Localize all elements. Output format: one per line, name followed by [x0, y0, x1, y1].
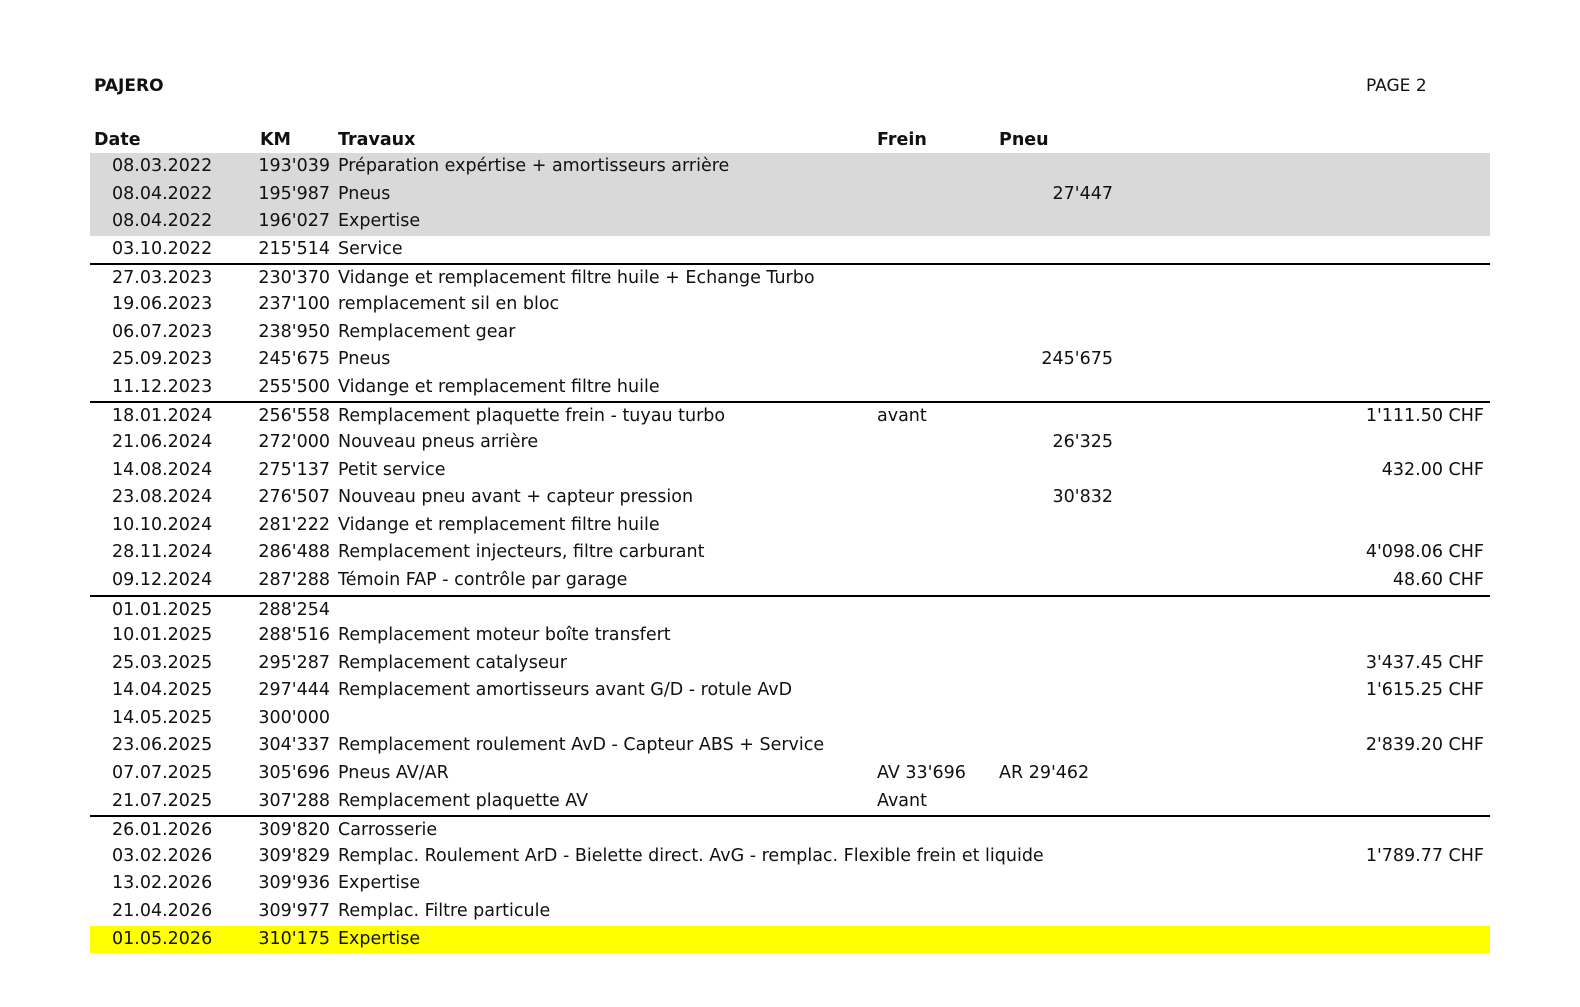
cell-km: 309'977	[258, 901, 330, 922]
cell-date: 21.07.2025	[112, 790, 213, 811]
cell-travaux: Expertise	[338, 211, 421, 232]
cell-travaux: Préparation expértise + amortisseurs arrière	[338, 156, 730, 176]
table-body	[90, 153, 1490, 953]
cell-date: 13.02.2026	[112, 873, 213, 894]
cell-travaux: Remplacement plaquette AV	[338, 790, 589, 811]
column-header-travaux: Travaux	[338, 130, 416, 150]
table-row	[90, 181, 1490, 209]
cell-cost: 1'111.50 CHF	[1365, 406, 1484, 427]
cell-date: 08.04.2022	[112, 211, 213, 232]
cell-km: 286'488	[258, 542, 330, 563]
table-row	[90, 898, 1490, 926]
cell-pneu: AR 29'462	[999, 763, 1090, 784]
cell-travaux: Remplacement injecteurs, filtre carburant	[338, 542, 705, 563]
column-header-km: KM	[260, 130, 291, 150]
cell-travaux: Remplacement amortisseurs avant G/D - rotule AvD	[338, 680, 793, 701]
cell-date: 26.01.2026	[112, 820, 213, 841]
table-row	[90, 760, 1490, 788]
table-row	[90, 622, 1490, 650]
table-row	[90, 319, 1490, 347]
cell-pneu: 30'832	[1052, 487, 1113, 508]
cell-km: 309'820	[258, 820, 330, 841]
cell-km: 309'829	[258, 845, 330, 866]
cell-km: 281'222	[258, 514, 330, 535]
table-row	[90, 926, 1490, 954]
cell-km: 275'137	[258, 459, 330, 480]
cell-date: 11.12.2023	[112, 376, 213, 397]
cell-cost: 3'437.45 CHF	[1365, 652, 1484, 673]
cell-cost: 1'789.77 CHF	[1365, 845, 1484, 866]
cell-travaux: Vidange et remplacement filtre huile	[338, 376, 660, 397]
cell-cost: 1'615.25 CHF	[1365, 680, 1484, 701]
cell-km: 245'675	[258, 349, 330, 370]
cell-pneu: 26'325	[1052, 431, 1113, 452]
cell-km: 300'000	[258, 707, 330, 728]
cell-date: 03.02.2026	[112, 845, 213, 866]
cell-date: 09.12.2024	[112, 569, 213, 590]
cell-date: 01.05.2026	[112, 928, 213, 949]
cell-km: 230'370	[258, 268, 330, 289]
cell-km: 307'288	[258, 790, 330, 811]
table-row	[90, 512, 1490, 540]
cell-cost: 432.00 CHF	[1381, 459, 1484, 480]
table-row	[90, 374, 1490, 402]
table-row	[90, 484, 1490, 512]
cell-km: 256'558	[258, 406, 330, 427]
cell-date: 23.08.2024	[112, 487, 213, 508]
cell-date: 14.04.2025	[112, 680, 213, 701]
page-number: PAGE 2	[1366, 76, 1427, 96]
cell-frein: AV 33'696	[877, 763, 966, 784]
table-row	[90, 650, 1490, 678]
cell-km: 193'039	[258, 156, 330, 176]
cell-km: 305'696	[258, 763, 330, 784]
cell-date: 25.09.2023	[112, 349, 213, 370]
table-row	[90, 401, 1490, 429]
table-row	[90, 788, 1490, 816]
cell-travaux: Remplacement moteur boîte transfert	[338, 625, 671, 646]
cell-km: 304'337	[258, 735, 330, 756]
cell-date: 21.06.2024	[112, 431, 213, 452]
cell-travaux: Remplacement catalyseur	[338, 652, 567, 673]
cell-km: 237'100	[258, 293, 330, 314]
cell-date: 27.03.2023	[112, 268, 213, 289]
cell-date: 07.07.2025	[112, 763, 213, 784]
table-row	[90, 705, 1490, 733]
cell-travaux: Carrosserie	[338, 820, 438, 841]
cell-frein: Avant	[877, 790, 927, 811]
column-header-frein: Frein	[877, 130, 927, 150]
cell-date: 25.03.2025	[112, 652, 213, 673]
cell-pneu: 245'675	[1041, 349, 1113, 370]
cell-km: 288'254	[258, 599, 330, 620]
cell-date: 18.01.2024	[112, 406, 213, 427]
cell-travaux: Nouveau pneu avant + capteur pression	[338, 487, 694, 508]
cell-km: 297'444	[258, 680, 330, 701]
cell-travaux: Remplacement plaquette frein - tuyau turbo	[338, 406, 726, 427]
cell-date: 01.01.2025	[112, 599, 213, 620]
cell-travaux: Expertise	[338, 873, 421, 894]
cell-date: 28.11.2024	[112, 542, 213, 563]
cell-date: 21.04.2026	[112, 901, 213, 922]
table-row	[90, 291, 1490, 319]
cell-date: 10.01.2025	[112, 625, 213, 646]
cell-km: 310'175	[258, 928, 330, 949]
cell-km: 196'027	[258, 211, 330, 232]
cell-date: 14.05.2025	[112, 707, 213, 728]
cell-date: 14.08.2024	[112, 459, 213, 480]
table-row	[90, 732, 1490, 760]
maintenance-table	[90, 127, 1490, 953]
cell-date: 19.06.2023	[112, 293, 213, 314]
cell-cost: 4'098.06 CHF	[1365, 542, 1484, 563]
cell-km: 215'514	[258, 238, 330, 259]
cell-date: 06.07.2023	[112, 321, 213, 342]
table-row	[90, 870, 1490, 898]
document-title: PAJERO	[94, 76, 164, 96]
cell-travaux: Pneus	[338, 183, 391, 204]
table-row	[90, 346, 1490, 374]
cell-cost: 48.60 CHF	[1392, 569, 1484, 590]
table-row	[90, 539, 1490, 567]
cell-travaux: Petit service	[338, 459, 446, 480]
cell-travaux: Service	[338, 238, 403, 259]
table-row	[90, 457, 1490, 485]
table-row	[90, 429, 1490, 457]
column-header-pneu: Pneu	[999, 130, 1049, 150]
cell-km: 238'950	[258, 321, 330, 342]
table-row	[90, 153, 1490, 181]
cell-date: 10.10.2024	[112, 514, 213, 535]
cell-frein: avant	[877, 406, 927, 427]
cell-km: 287'288	[258, 569, 330, 590]
cell-travaux: Témoin FAP - contrôle par garage	[338, 569, 628, 590]
table-row	[90, 263, 1490, 291]
cell-date: 08.04.2022	[112, 183, 213, 204]
cell-travaux: Expertise	[338, 928, 421, 949]
cell-travaux: Remplacement gear	[338, 321, 516, 342]
cell-km: 255'500	[258, 376, 330, 397]
cell-km: 195'987	[258, 183, 330, 204]
table-row	[90, 236, 1490, 264]
cell-km: 288'516	[258, 625, 330, 646]
table-row	[90, 677, 1490, 705]
cell-travaux: Remplacement roulement AvD - Capteur ABS + Service	[338, 735, 825, 756]
cell-travaux: Vidange et remplacement filtre huile + Echange Turbo	[338, 268, 815, 289]
cell-km: 272'000	[258, 431, 330, 452]
cell-km: 276'507	[258, 487, 330, 508]
cell-travaux: Remplac. Roulement ArD - Bielette direct. AvG - remplac. Flexible frein et liquide	[338, 845, 1044, 866]
cell-travaux: Vidange et remplacement filtre huile	[338, 514, 660, 535]
table-header-row	[90, 127, 1490, 153]
cell-travaux: Pneus	[338, 349, 391, 370]
table-row	[90, 595, 1490, 623]
cell-date: 23.06.2025	[112, 735, 213, 756]
cell-travaux: remplacement sil en bloc	[338, 293, 560, 314]
table-row	[90, 843, 1490, 871]
cell-km: 309'936	[258, 873, 330, 894]
table-row	[90, 815, 1490, 843]
cell-date: 03.10.2022	[112, 238, 213, 259]
table-row	[90, 567, 1490, 595]
cell-date: 08.03.2022	[112, 156, 213, 176]
cell-pneu: 27'447	[1052, 183, 1113, 204]
cell-travaux: Remplac. Filtre particule	[338, 901, 551, 922]
cell-cost: 2'839.20 CHF	[1365, 735, 1484, 756]
cell-km: 295'287	[258, 652, 330, 673]
document-header	[0, 75, 1580, 99]
column-header-date: Date	[94, 130, 141, 150]
table-row	[90, 208, 1490, 236]
cell-travaux: Nouveau pneus arrière	[338, 431, 539, 452]
cell-travaux: Pneus AV/AR	[338, 763, 449, 784]
